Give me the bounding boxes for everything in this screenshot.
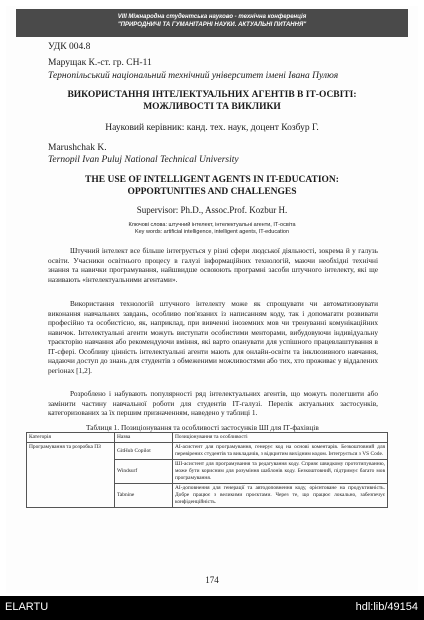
app-name-cell: Tabnine (115, 484, 173, 508)
document-page (6, 6, 418, 593)
conference-header-line1: VIII Міжнародна студентська науково - технічна конференція (117, 14, 307, 20)
table-header-row (27, 433, 388, 443)
table-header-cell: Назва (115, 433, 173, 443)
handle-id: hdl:lib/49154 (355, 601, 418, 613)
app-name-cell: Windsurf (115, 460, 173, 484)
title-ua (36, 89, 388, 113)
table-header-cell: Позиціонування та особливості (173, 433, 388, 443)
body-paragraph: Використання технологій штучного інтелекту може як спрощувати чи автоматизовувати виконання навчальних завдань, особливо пов'язаних із написанням коду, так і допомагати розвивати професійно та особистісно, як, наприклад, при вивченні іноземних мов чи тренуванні комунікаційних навичок. Інтелектуальні агенти можуть виступати особистими менторами, вибудовуючи індивідуальну траєкторію навчання або рекомендуючи вміння, які варто опанувати для успішного працевлаштування в ІТ-сфері. Особливу цінність інтелектуальні агенти мають для онлайн-освіти та інклюзивного навчання, надаючи доступ до знань для студентів з обмеженими можливостями або тих, хто проживає у віддалених регіонах [1,2]. (48, 299, 378, 375)
apps-table (26, 432, 388, 508)
app-desc-cell: AI-доповнення для генерації та автодоповнення коду, орієнтоване на продуктивність. Добре працює з великими проєктами. Через те, що працює локально, забезпечує конфіденційність. (173, 484, 388, 508)
title-en-line1: THE USE OF INTELLIGENT AGENTS IN IT-EDUCATION: (85, 175, 339, 185)
app-desc-cell: AI-асистент для програмування, генерує код на основі коментарів. Безкоштовний для перевірених студентів та викладачів, з відкритим вихідним кодом. Інтегрується з VS Code. (173, 443, 388, 460)
title-ua-line1: ВИКОРИСТАННЯ ІНТЕЛЕКТУАЛЬНИХ АГЕНТІВ В ІТ-ОСВІТІ: (67, 90, 357, 100)
title-en-line2: OPPORTUNITIES AND CHALLENGES (127, 187, 297, 197)
affiliation-ua: Тернопільський національний технічний університет імені Івана Пулюя (48, 71, 339, 81)
conference-header (16, 9, 408, 37)
repository-name: ELARTU (5, 601, 49, 613)
affiliation-en: Ternopil Ivan Puluj National Technical University (48, 155, 239, 165)
table-row (27, 443, 388, 460)
conference-header-line2: "ПРИРОДНИЧІ ТА ГУМАНІТАРНІ НАУКИ. АКТУАЛЬНІ ПИТАННЯ" (117, 22, 307, 28)
table-header-cell: Категорія (27, 433, 115, 443)
title-en (36, 174, 388, 198)
udc-code: УДК 004.8 (48, 42, 91, 52)
keywords-en: Key words: artificial intelligence, intelligent agents, IT-education (134, 229, 290, 235)
supervisor-en: Supervisor: Ph.D., Assoc.Prof. Kozbur H. (136, 205, 288, 215)
title-ua-line2: МОЖЛИВОСТІ ТА ВИКЛИКИ (143, 102, 281, 112)
app-desc-cell: ШІ-асистент для програмування та редагування коду. Сприяє швидкому прототипуванню, може бути корисним для розуміння шаблонів коду. Безкоштовний, підтримує багато мов програмування. (173, 460, 388, 484)
page-number: 174 (205, 575, 219, 585)
repository-footer (0, 596, 424, 620)
author-ua: Марущак К.-ст. гр. СН-11 (48, 58, 152, 68)
body-paragraph: Розроблено і набувають популярності ряд інтелектуальних агентів, що можуть полегшити або замінити частину навчальної роботи для студентів ІТ-галузі. Перелік актуальних застосунків, категоризованих за їх першим призначенням, наведено у таблиці 1. (48, 389, 378, 417)
supervisor-ua: Науковий керівник: канд. тех. наук, доцент Козбур Г. (105, 123, 319, 133)
keywords-ua: Ключові слова: штучний інтелект, інтелектуальні агенти, ІТ-освіта (128, 222, 296, 228)
author-en: Marushchak K. (48, 143, 107, 153)
body-paragraph: Штучний інтелект все більше інтегрується у різні сфери людської діяльності, зокрема й у галузь освіти. Учасники освітнього процесу в галузі інформаційних технологій, маючи необхідні технічні знання та навички програмування, найшвидше освоюють програмні засоби штучного інтелекту, які ще називають «інтелектуальними агентами». (48, 246, 378, 284)
category-cell: Програмування та розробка ПЗ (27, 443, 115, 508)
table-caption: Таблиця 1. Позиціонування та особливості застосунків ШІ для ІТ-фахівців (86, 423, 319, 432)
app-name-cell: GitHub Copilot (115, 443, 173, 460)
